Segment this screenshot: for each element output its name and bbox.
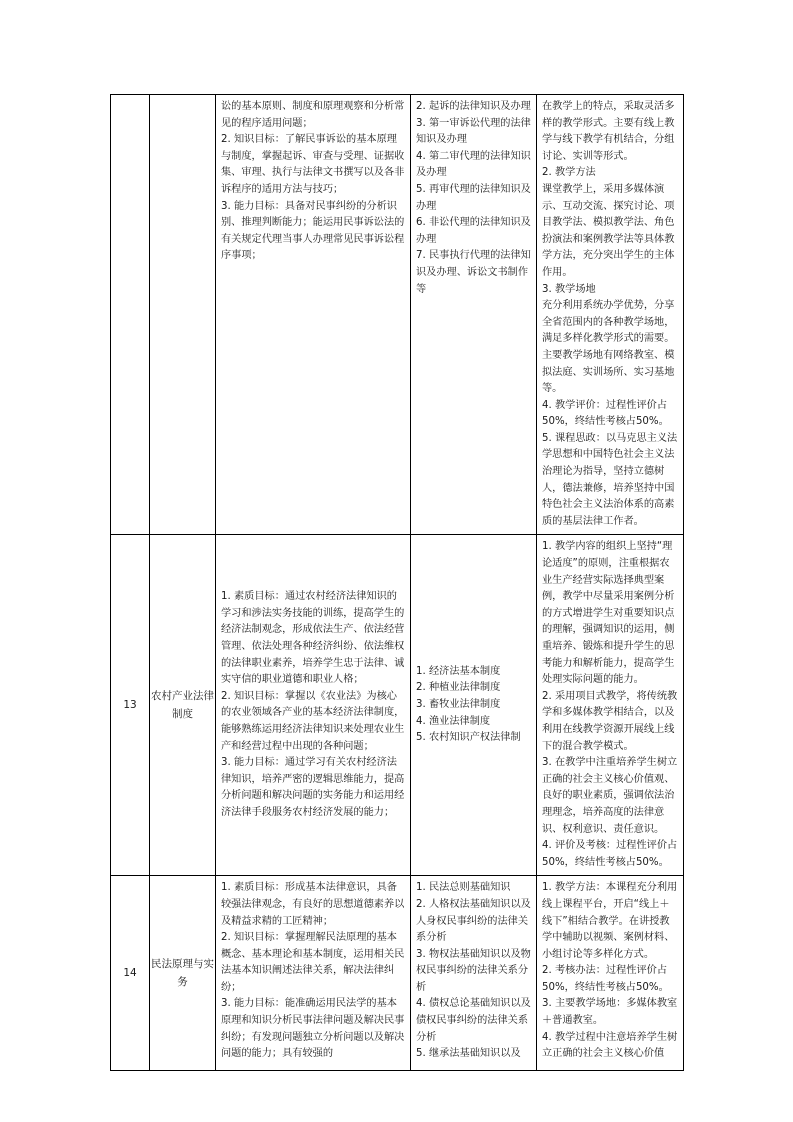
requirement-line: 1. 教学内容的组织上坚持“理论适度”的原则，注重根据农业生产经营实际选择典型案例，教学中尽量采用案例分析的方式增进学生对重要知识点的理解，强调知识的运用，侧重培养、锻炼和提升学生的思考能力和解析能力，提高学生处理实际问题的能力。 — [542, 541, 675, 686]
requirements-cell — [537, 535, 684, 876]
requirement-line: 4. 评价及考核：过程性评价占50%，终结性考核占50%。 — [542, 840, 678, 868]
row-number: 13 — [111, 535, 150, 876]
objective-line: 3. 能力目标：具备对民事纠纷的分析识别、推理判断能力；能运用民事诉讼法的有关规定代理当事人办理常见民事诉讼程序事项； — [221, 200, 405, 262]
content-line: 4. 渔业法律制度 — [416, 715, 491, 727]
table-row — [111, 95, 684, 535]
row-number: 14 — [111, 876, 150, 1071]
objectives-cell — [216, 535, 411, 876]
content-line: 1. 民法总则基础知识 — [416, 882, 511, 894]
course-name: 农村产业法律制度 — [150, 535, 216, 876]
content-line: 4. 债权总论基础知识以及债权民事纠纷的法律关系分析 — [416, 998, 531, 1043]
requirement-line: 4. 教学过程中注意培养学生树立正确的社会主义核心价值 — [542, 1031, 678, 1060]
content-line: 2. 种植业法律制度 — [416, 682, 501, 694]
requirement-line: 在教学上的特点，采取灵活多样的教学形式。主要有线上教学与线下教学有机结合，分组讨论、实训等形式。 — [542, 101, 675, 162]
requirement-line: 充分利用系统办学优势，分享全省范围内的各种教学场地，满足多样化教学形式的需要。主要教学场地有网络教室、模拟法庭、实训场所、实习基地等。 — [542, 300, 675, 395]
course-name: 民法原理与实务 — [150, 876, 216, 1071]
content-line: 1. 经济法基本制度 — [416, 665, 501, 677]
content-line: 5. 继承法基础知识以及 — [416, 1048, 521, 1060]
content-line: 3. 物权法基础知识以及物权民事纠纷的法律关系分析 — [416, 948, 531, 993]
content-line: 4. 第二审代理的法律知识及办理 — [416, 150, 531, 179]
objective-line: 1. 素质目标：通过农村经济法律知识的学习和涉法实务技能的训练，提高学生的经济法制观念，形成依法生产、依法经营管理、依法处理各种经济纠纷、依法维权的法律职业素养，培养学生忠于法律、诚实守信的职业道德和职业人格； — [221, 591, 405, 686]
objective-line: 讼的基本原则、制度和原理观察和分析常见的程序适用问题； — [221, 101, 405, 129]
requirement-line: 3. 教学场地 — [542, 283, 596, 295]
table-row — [111, 876, 684, 1071]
requirement-line: 5. 课程思政：以马克思主义法学思想和中国特色社会主义法治理论为指导，坚持立德树人，德法兼修，培养坚持中国特色社会主义法治体系的高素质的基层法律工作者。 — [542, 432, 678, 527]
content-line: 6. 非讼代理的法律知识及办理 — [416, 217, 531, 245]
requirements-cell — [537, 95, 684, 535]
objective-line: 3. 能力目标：通过学习有关农村经济法律知识，培养严密的逻辑思维能力，提高分析问题和解决问题的实务能力和运用经济法律手段服务农村经济发展的能力； — [221, 757, 405, 818]
requirement-line: 课堂教学上，采用多媒体演示、互动交流、探究讨论、项目教学法、模拟教学法、角色扮演法和案例教学法等具体教学方法，充分突出学生的主体作用。 — [542, 183, 675, 278]
table-row — [111, 535, 684, 876]
requirement-line: 4. 教学评价：过程性评价占50%，终结性考核占50%。 — [542, 399, 669, 428]
objective-line: 3. 能力目标：能准确运用民法学的基本原理和知识分析民事法律问题及解决民事纠纷；有发现问题独立分析问题以及解决问题的能力；具有较强的 — [221, 998, 405, 1060]
requirement-line: 2. 采用项目式教学，将传统教学和多媒体教学相结合，以及利用在线教学资源开展线上线下的混合教学模式。 — [542, 690, 678, 752]
course-table — [110, 94, 684, 1071]
objective-line: 2. 知识目标：了解民事诉讼的基本原理与制度，掌握起诉、审查与受理、证据收集、审理、执行与法律文书撰写以及各非诉程序的适用方法与技巧； — [221, 134, 405, 195]
objectives-cell — [216, 876, 411, 1071]
content-line: 2. 人格权法基础知识以及人身权民事纠纷的法律关系分析 — [416, 898, 531, 944]
content-cell — [411, 95, 537, 535]
course-table-body — [111, 95, 684, 1071]
requirement-line: 3. 主要教学场地：多媒体教室＋普通教室。 — [542, 998, 678, 1027]
requirement-line: 1. 教学方法：本课程充分利用线上课程平台，开启“线上＋线下”相结合教学。在讲授教学中辅助以视频、案例材料、小组讨论等多样化方式。 — [542, 882, 678, 960]
course-name — [150, 95, 216, 535]
requirements-cell — [537, 876, 684, 1071]
content-cell — [411, 876, 537, 1071]
requirement-line: 3. 在教学中注重培养学生树立正确的社会主义核心价值观、良好的职业素质，强调依法治理理念，培养高度的法律意识、权利意识、责任意识。 — [542, 757, 678, 835]
row-number — [111, 95, 150, 535]
content-line: 7. 民事执行代理的法律知识及办理、诉讼文书制作等 — [416, 250, 531, 295]
content-line: 3. 第一审诉讼代理的法律知识及办理 — [416, 117, 531, 146]
objective-line: 2. 知识目标：掌握理解民法原理的基本概念、基本理论和基本制度，运用相关民法基本知识阐述法律关系，解决法律纠纷； — [221, 932, 405, 993]
requirement-line: 2. 考核办法：过程性评价占50%，终结性考核占50%。 — [542, 965, 669, 993]
content-line: 5. 农村知识产权法律制 — [416, 732, 521, 744]
content-cell — [411, 535, 537, 876]
objectives-cell — [216, 95, 411, 535]
requirement-line: 2. 教学方法 — [542, 167, 596, 179]
content-line: 5. 再审代理的法律知识及办理 — [416, 183, 531, 212]
objective-line: 1. 素质目标：形成基本法律意识，具备较强法律观念，有良好的思想道德素养以及精益求精的工匠精神； — [221, 882, 405, 927]
content-line: 2. 起诉的法律知识及办理 — [416, 101, 531, 112]
content-line: 3. 畜牧业法律制度 — [416, 699, 501, 711]
objective-line: 2. 知识目标：掌握以《农业法》为核心的农业领域各产业的基本经济法律制度，能够熟练运用经济法律知识来处理农业生产和经营过程中出现的各种问题； — [221, 690, 405, 752]
